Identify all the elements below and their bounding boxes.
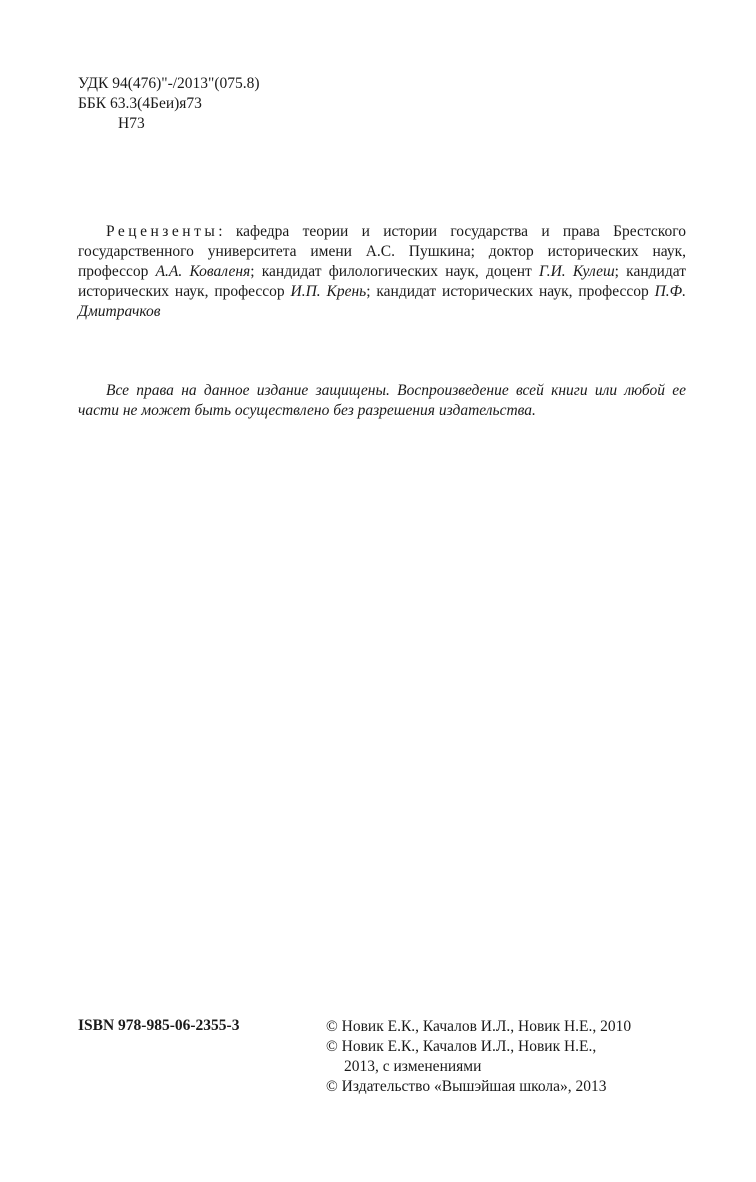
reviewers-text-3: ; кандидат исторических наук, профессор xyxy=(78,263,686,300)
isbn: ISBN 978-985-06-2355-3 xyxy=(78,1017,240,1034)
author-mark: Н73 xyxy=(118,115,145,132)
copyright-line-1: © Новик Е.К., Качалов И.Л., Новик Н.Е., 2010 xyxy=(326,1018,632,1035)
copyright-line-3: © Издательство «Вышэйшая школа», 2013 xyxy=(326,1078,607,1095)
reviewers-paragraph xyxy=(78,222,686,322)
reviewer-name-2: Г.И. Кулеш xyxy=(539,263,615,280)
reviewer-name-1: А.А. Коваленя xyxy=(155,263,251,280)
rights-notice-block xyxy=(78,381,686,421)
copyright-block xyxy=(326,1017,631,1097)
reviewer-name-3: И.П. Крень xyxy=(290,283,367,300)
bbk-code: ББК 63.3(4Беи)я73 xyxy=(78,95,202,112)
copyright-line-2-continued: 2013, с изменениями xyxy=(344,1058,482,1075)
reviewer-name-4: П.Ф. Дмитрачков xyxy=(78,283,686,320)
reviewers-text-4: ; кандидат исторических наук, профессор xyxy=(366,283,655,300)
classification-codes xyxy=(78,74,260,134)
copyright-line-2: © Новик Е.К., Качалов И.Л., Новик Н.Е., xyxy=(326,1038,597,1055)
udk-code: УДК 94(476)"-/2013"(075.8) xyxy=(78,75,260,92)
reviewers-label: Рецензенты xyxy=(106,223,219,240)
reviewers-text-1: : кафедра теории и истории государства и права Брестского государственного университета имени А.С. Пушкина; доктор исторических наук, профессор xyxy=(78,223,686,280)
rights-notice: Все права на данное издание защищены. Воспроизведение всей книги или любой ее части не может быть осуществлено без разрешения издательства. xyxy=(78,382,686,419)
reviewers-text-2: ; кандидат филологических наук, доцент xyxy=(250,263,540,280)
reviewers-block xyxy=(78,222,686,322)
